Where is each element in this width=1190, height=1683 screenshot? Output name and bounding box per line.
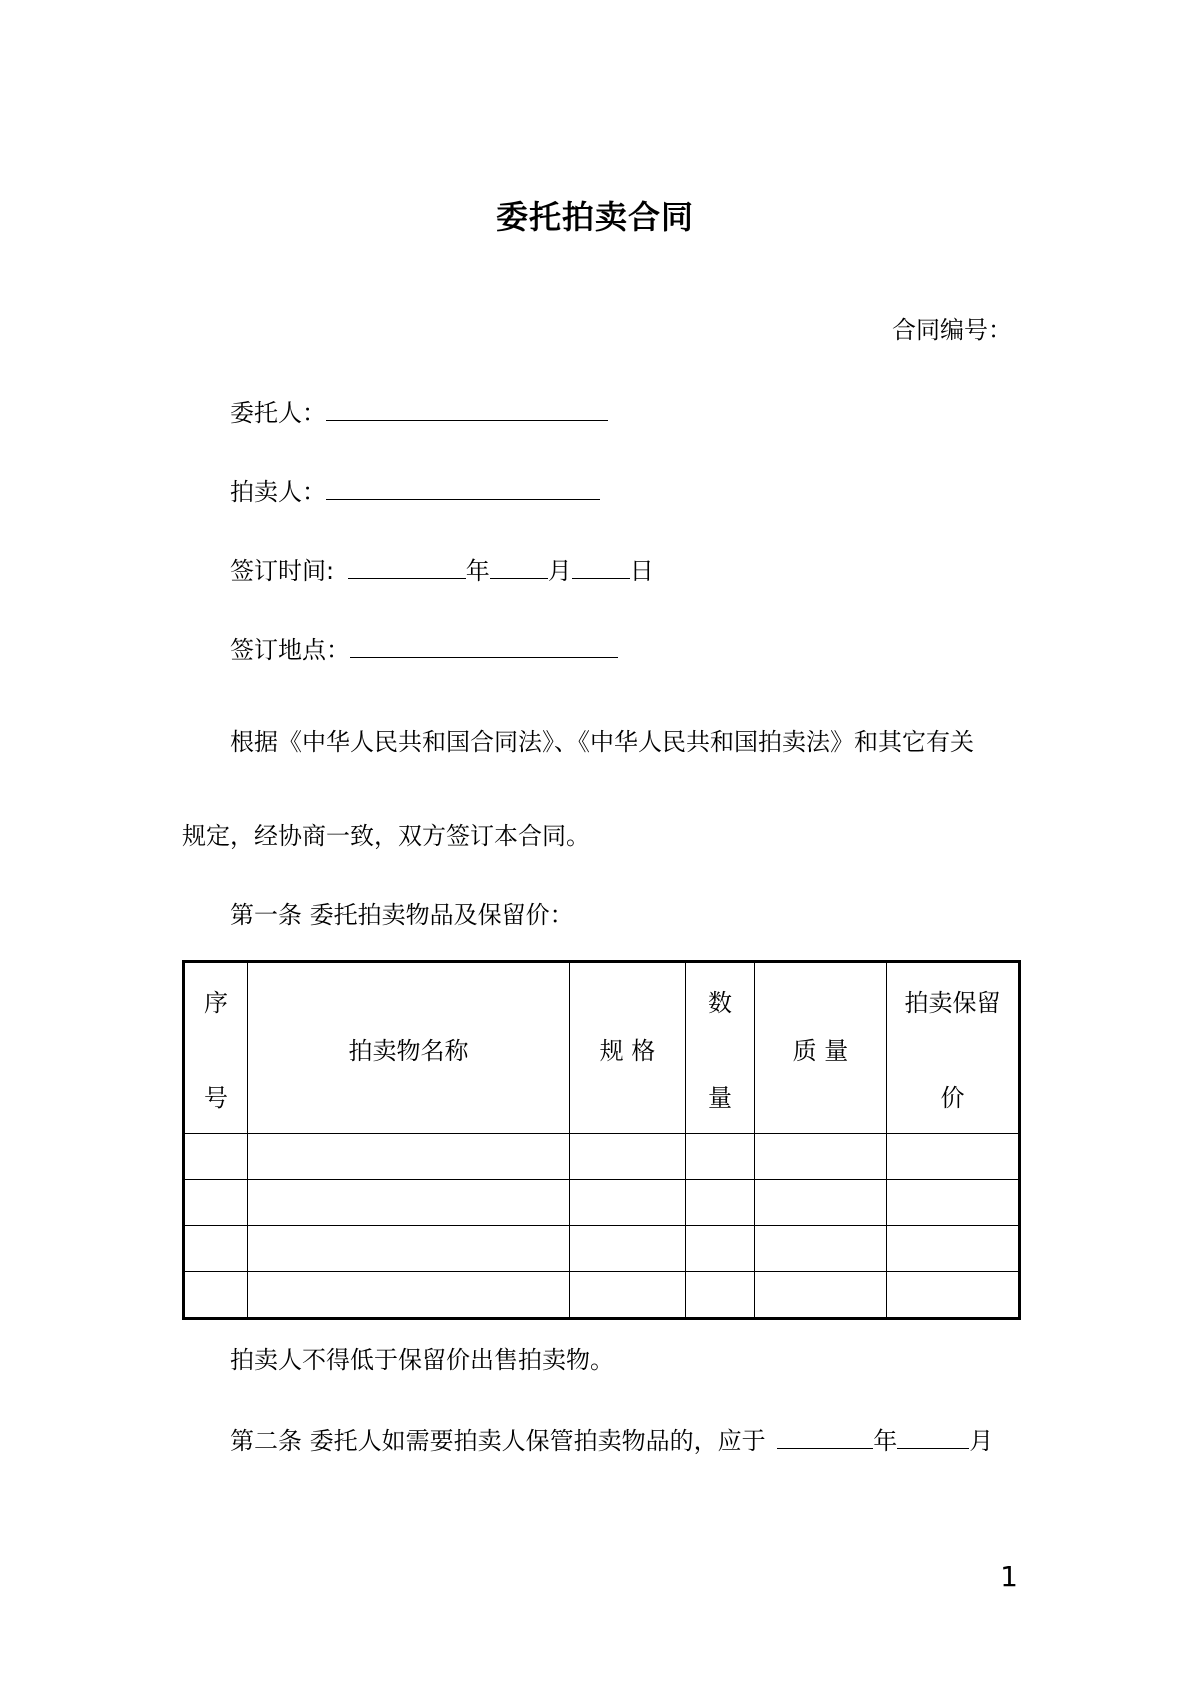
document-title: 委托拍卖合同 — [495, 198, 694, 236]
col-header-quality: 质 量 — [755, 962, 887, 1134]
quantity-bottom-char: 量 — [708, 1084, 732, 1112]
serial-bottom-char: 号 — [204, 1084, 228, 1112]
sign-time-label: 签订时间: — [230, 557, 335, 585]
table-cell[interactable] — [248, 1272, 570, 1319]
col-header-serial — [184, 962, 248, 1134]
table-cell[interactable] — [887, 1134, 1020, 1180]
table-cell[interactable] — [248, 1226, 570, 1272]
table-row — [184, 1272, 1020, 1319]
article-1-heading: 第一条 委托拍卖物品及保留价： — [230, 901, 574, 929]
client-field — [230, 396, 608, 428]
quantity-top-char: 数 — [708, 989, 732, 1017]
col-header-quantity — [686, 962, 755, 1134]
preamble-line-1: 根据《中华人民共和国合同法》、《中华人民共和国拍卖法》和其它有关 — [230, 728, 974, 756]
table-cell[interactable] — [755, 1272, 887, 1319]
table-cell[interactable] — [686, 1134, 755, 1180]
table-header-row — [184, 962, 1020, 1134]
table-cell[interactable] — [686, 1272, 755, 1319]
table-row — [184, 1134, 1020, 1180]
table-cell[interactable] — [755, 1134, 887, 1180]
auction-items-table — [182, 960, 1021, 1320]
sign-year-blank[interactable] — [348, 554, 466, 579]
table-cell[interactable] — [570, 1272, 686, 1319]
table-cell[interactable] — [755, 1226, 887, 1272]
client-label: 委托人： — [230, 399, 326, 427]
col-header-reserve-price — [887, 962, 1020, 1134]
article-2-year-blank[interactable] — [777, 1424, 873, 1449]
sign-day-blank[interactable] — [572, 554, 630, 579]
table-cell[interactable] — [248, 1134, 570, 1180]
day-label: 日 — [629, 557, 654, 585]
table-cell[interactable] — [570, 1134, 686, 1180]
client-blank[interactable] — [326, 396, 608, 421]
table-cell[interactable] — [887, 1180, 1020, 1226]
table-cell[interactable] — [184, 1180, 248, 1226]
sign-month-blank[interactable] — [490, 554, 548, 579]
article-2-line — [230, 1424, 993, 1456]
table-cell[interactable] — [184, 1272, 248, 1319]
year-label: 年 — [465, 557, 490, 585]
preamble-line-2: 规定，经协商一致，双方签订本合同。 — [182, 822, 590, 850]
serial-top-char: 序 — [204, 989, 228, 1017]
table-cell[interactable] — [248, 1180, 570, 1226]
col-header-item-name: 拍卖物名称 — [248, 962, 570, 1134]
sign-place-label: 签订地点： — [230, 636, 350, 664]
article-2-month-label: 月 — [969, 1427, 994, 1455]
article-2-year-label: 年 — [873, 1427, 898, 1455]
table-cell[interactable] — [755, 1180, 887, 1226]
contract-number-label: 合同编号： — [892, 316, 1012, 344]
table-cell[interactable] — [570, 1180, 686, 1226]
reserve-bottom-text: 价 — [940, 1084, 965, 1112]
table-cell[interactable] — [184, 1226, 248, 1272]
month-label: 月 — [547, 557, 572, 585]
page-number: 1 — [1000, 1560, 1018, 1593]
table-cell[interactable] — [887, 1226, 1020, 1272]
table-row — [184, 1226, 1020, 1272]
reserve-price-note: 拍卖人不得低于保留价出售拍卖物。 — [230, 1346, 614, 1374]
auctioneer-label: 拍卖人： — [230, 478, 326, 506]
auctioneer-field — [230, 475, 600, 507]
table-row — [184, 1180, 1020, 1226]
table-cell[interactable] — [570, 1226, 686, 1272]
table-cell[interactable] — [887, 1272, 1020, 1319]
article-2-month-blank[interactable] — [897, 1424, 969, 1449]
table-cell[interactable] — [184, 1134, 248, 1180]
table-cell[interactable] — [686, 1180, 755, 1226]
sign-time-field — [230, 554, 654, 586]
article-2-text: 第二条 委托人如需要拍卖人保管拍卖物品的，应于 — [230, 1427, 766, 1455]
col-header-spec: 规 格 — [570, 962, 686, 1134]
sign-place-blank[interactable] — [350, 633, 618, 658]
table-cell[interactable] — [686, 1226, 755, 1272]
reserve-top-text: 拍卖保留 — [904, 989, 1001, 1017]
auctioneer-blank[interactable] — [326, 475, 600, 500]
sign-place-field — [230, 633, 618, 665]
